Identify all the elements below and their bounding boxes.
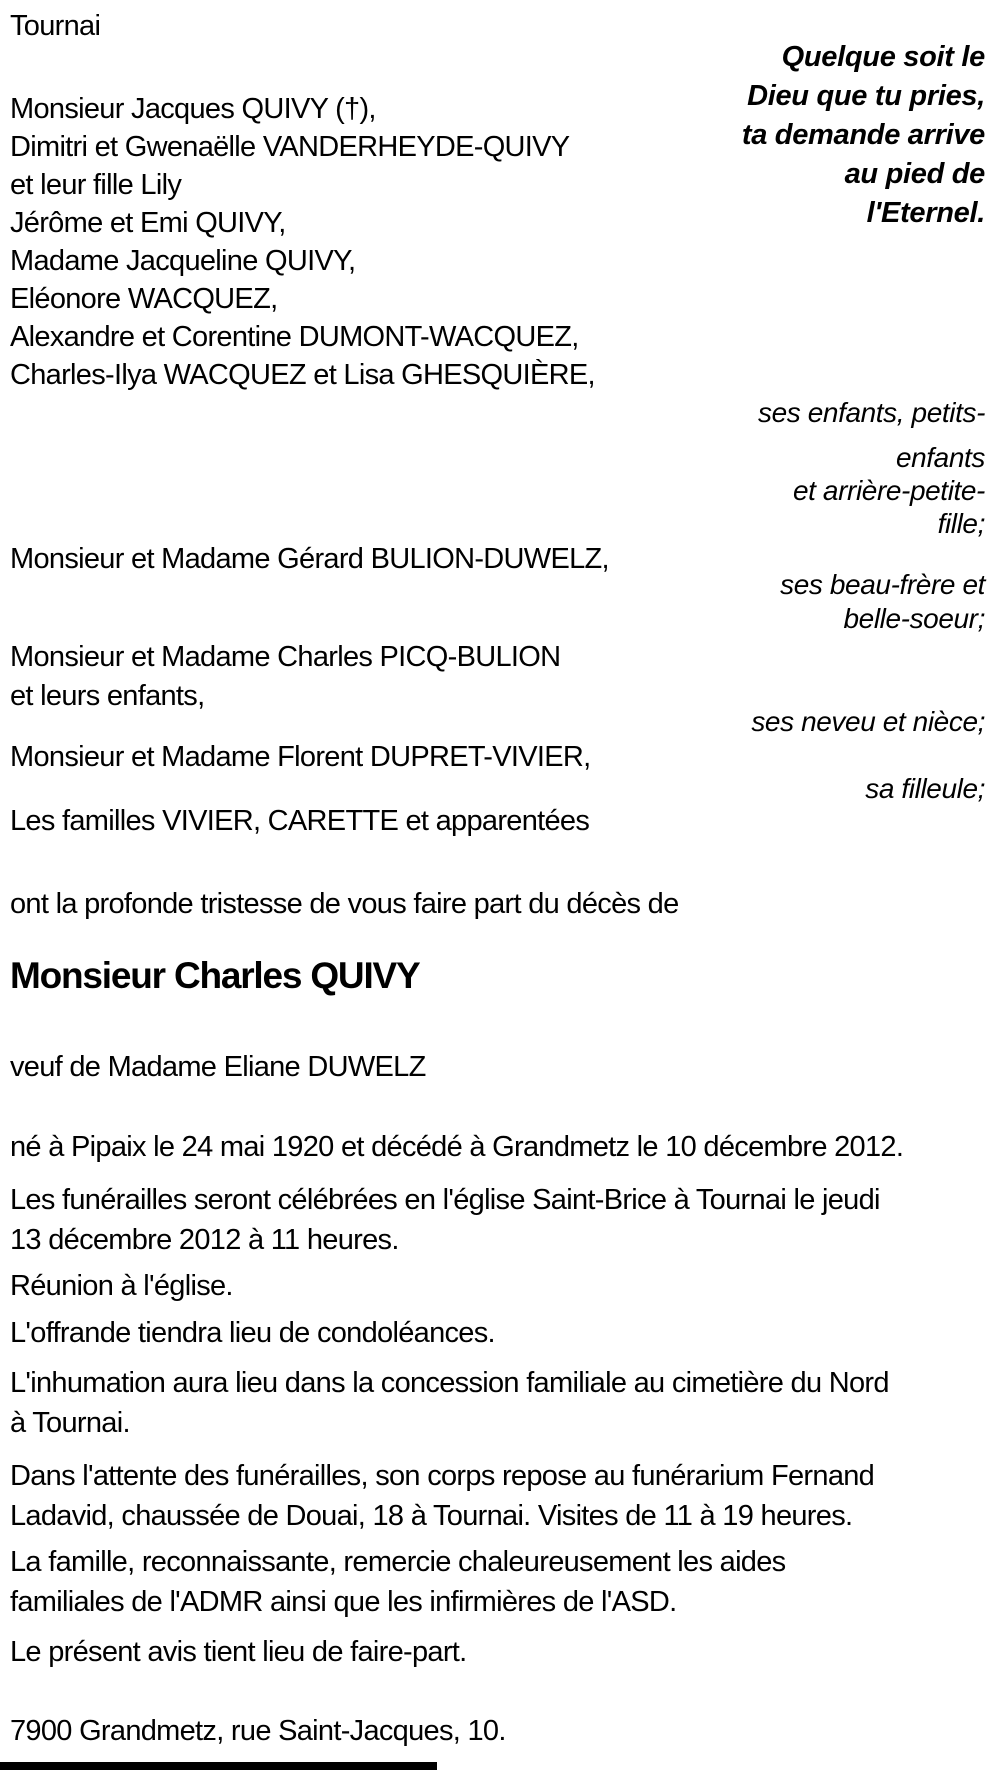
widower-line: veuf de Madame Eliane DUWELZ — [10, 1051, 426, 1083]
relation-label-goddaughter — [10, 772, 985, 806]
relation-label-children — [10, 396, 985, 540]
text-line: l'Eternel. — [866, 197, 985, 229]
text-line: Alexandre et Corentine DUMONT-WACQUEZ, — [10, 321, 579, 353]
deceased-name-heading: Monsieur Charles QUIVY — [10, 955, 420, 996]
text-line: Les familles VIVIER, CARETTE et apparentées — [10, 805, 590, 837]
text-line: ses beau-frère et — [780, 569, 985, 600]
detail-church-meeting — [10, 1268, 985, 1304]
text-line: et leur fille Lily — [10, 169, 182, 201]
text-line: Eléonore WACQUEZ, — [10, 283, 278, 315]
text-line: 13 décembre 2012 à 11 heures. — [10, 1224, 399, 1256]
text-line: enfants — [895, 442, 985, 473]
text-line: familiales de l'ADMR ainsi que les infirmières de l'ASD. — [10, 1586, 677, 1618]
text-line: fille; — [937, 508, 985, 539]
mourners-goddaughter-group — [10, 738, 985, 776]
text-line: ta demande arrive — [741, 119, 985, 151]
text-line: ses enfants, petits- — [757, 397, 985, 428]
text-line: L'inhumation aura lieu dans la concession familiale au cimetière du Nord — [10, 1367, 889, 1399]
bottom-crop-bar — [0, 1762, 437, 1770]
text-line: Monsieur et Madame Gérard BULION-DUWELZ, — [10, 543, 609, 575]
detail-repository — [10, 1456, 985, 1536]
text-line: au pied de — [844, 158, 985, 190]
mourners-families-group — [10, 802, 985, 840]
detail-notice — [10, 1634, 985, 1670]
text-line: et arrière-petite- — [793, 475, 985, 506]
text-line: Charles-Ilya WACQUEZ et Lisa GHESQUIÈRE, — [10, 359, 595, 391]
detail-offering — [10, 1315, 985, 1351]
text-line: Dans l'attente des funérailles, son corps repose au funérarium Fernand — [10, 1460, 875, 1492]
text-line: Dimitri et Gwenaëlle VANDERHEYDE-QUIVY — [10, 131, 570, 163]
text-line: L'offrande tiendra lieu de condoléances. — [10, 1317, 495, 1349]
detail-thanks — [10, 1542, 985, 1622]
detail-funeral-service — [10, 1180, 985, 1260]
text-line: Monsieur et Madame Florent DUPRET-VIVIER, — [10, 741, 591, 773]
relation-label-inlaws — [10, 568, 985, 636]
text-line: belle-soeur; — [843, 603, 985, 634]
text-line: Quelque soit le — [781, 41, 985, 73]
city-line: Tournai — [10, 10, 101, 42]
text-line: Les funérailles seront célébrées en l'église Saint-Brice à Tournai le jeudi — [10, 1184, 880, 1216]
epigraph-quote — [742, 38, 985, 233]
text-line: Monsieur Jacques QUIVY (†), — [10, 93, 376, 125]
text-line: et leurs enfants, — [10, 680, 205, 712]
text-line: à Tournai. — [10, 1407, 130, 1439]
text-line: Jérôme et Emi QUIVY, — [10, 207, 286, 239]
text-line: La famille, reconnaissante, remercie chaleureusement les aides — [10, 1546, 786, 1578]
address-line: 7900 Grandmetz, rue Saint-Jacques, 10. — [10, 1715, 506, 1747]
text-line: ses neveu et nièce; — [751, 706, 985, 737]
announcement-line: ont la profonde tristesse de vous faire part du décès de — [10, 888, 679, 920]
text-line: né à Pipaix le 24 mai 1920 et décédé à Grandmetz le 10 décembre 2012. — [10, 1131, 904, 1163]
text-line: Madame Jacqueline QUIVY, — [10, 245, 356, 277]
text-line: Le présent avis tient lieu de faire-part. — [10, 1636, 467, 1668]
text-line: Réunion à l'église. — [10, 1270, 233, 1302]
text-line: Dieu que tu pries, — [747, 80, 985, 112]
detail-birth-death — [10, 1129, 985, 1165]
text-line: Monsieur et Madame Charles PICQ-BULION — [10, 641, 561, 673]
text-line: Ladavid, chaussée de Douai, 18 à Tournai. Visites de 11 à 19 heures. — [10, 1500, 853, 1532]
text-line: sa filleule; — [865, 773, 985, 804]
detail-burial — [10, 1363, 985, 1443]
